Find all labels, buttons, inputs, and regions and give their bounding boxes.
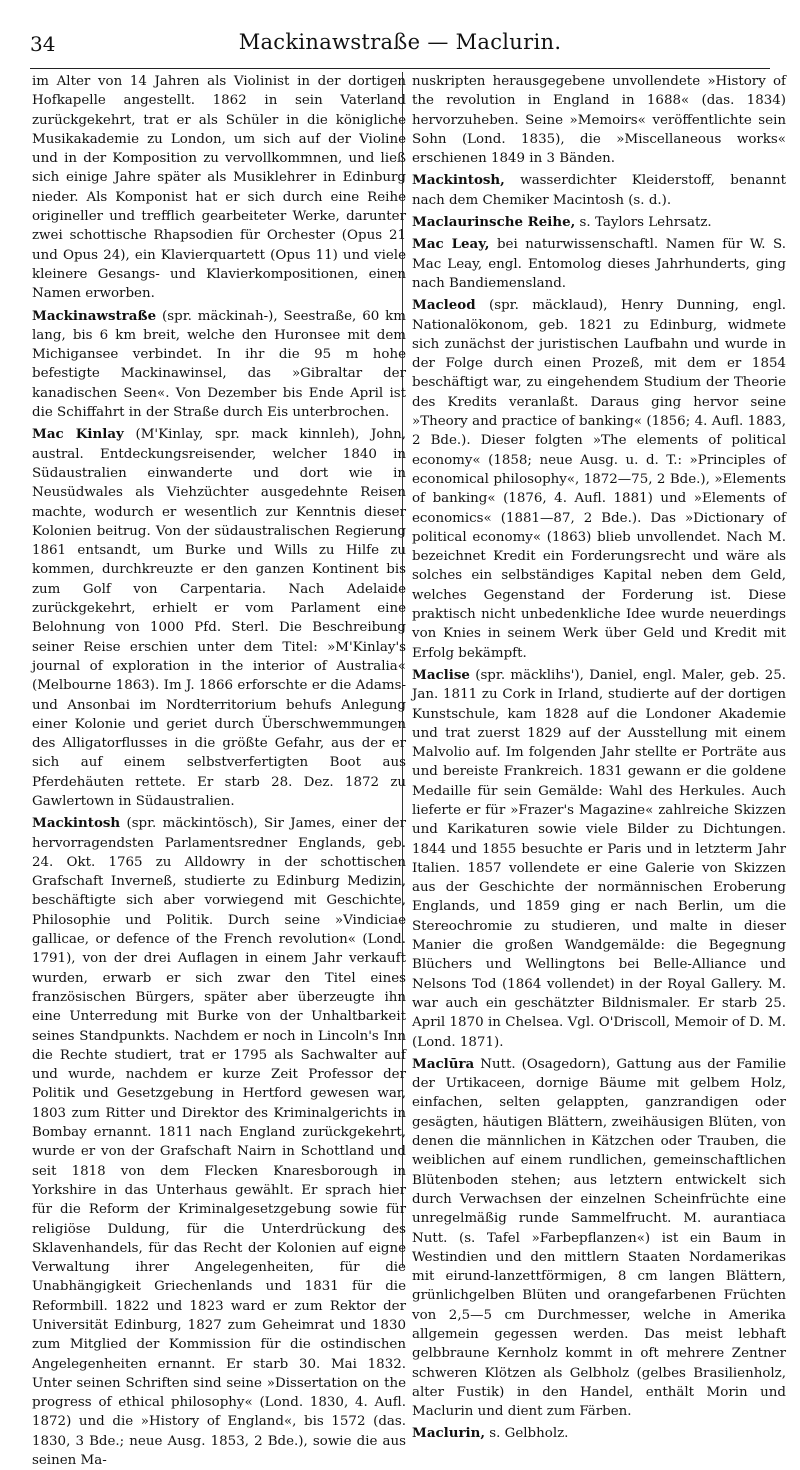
- entry-maclise: [412, 666, 786, 1052]
- page-header: [30, 28, 770, 64]
- entry-maclaurinsche-reihe: [412, 213, 786, 232]
- entry-mac-leay: [412, 235, 786, 293]
- entry-text: s. Gelbholz.: [485, 1426, 569, 1442]
- entry-headword: Mackintosh: [32, 815, 121, 832]
- entry-maclura: [412, 1055, 786, 1422]
- entry-text: (spr. mäcklaud), Henry Dunning, engl. Nationalökonom, geb. 1821 zu Edinburg, widmete sich zunächst der juristischen Laufbahn und wurde in der Folge durch einen Prozeß, mit dem er 1854 beschäftigt war, zu eingehendem Studium der Theorie des Kredits veranlaßt. Daraus ging hervor seine »Theory and practice of banking« (1856; 4. Aufl. 1883, 2 Bde.). Dieser folgten »The elements of political economy« (1858; neue Ausg. u. d. T.: »Principles of economical philosophy«, 1872—75, 2 Bde.), »Elements of banking« (1876, 4. Aufl. 1881) und »Elements of economics« (1881—87, 2 Bde.). Das »Dictionary of political economy« (1863) blieb unvollendet. Nach M. bezeichnet Kredit ein Forderungsrecht und wäre als solches ein selbständiges Kapital neben dem Geld, welches Gegenstand der Forderung ist. Diese praktisch nicht unbedenkliche Idee wurde neuerdings von Knies in seinem Werk über Geld und Kredit mit Erfolg bekämpft.: [412, 298, 786, 661]
- left-column: [32, 72, 406, 1469]
- right-column: [412, 72, 786, 1442]
- entry-text: (spr. mäckintösch), Sir James, einer der hervorragendsten Parlamentsredner Englands, geb. 24. Okt. 1765 zu Alldowry in der schottischen Grafschaft Inverneß, studierte zu Edinburg Medizin, beschäftigte sich aber vorwiegend mit Geschichte, Philosophie und Politik. Durch seine »Vindiciae gallicae, or defence of the French revolution« (Lond. 1791), von der drei Auflagen in einem Jahr verkauft wurden, erwarb er sich zwar den Titel eines französischen Bürgers, später aber überzeugte ihn eine Unterredung mit Burke von der Unhaltbarkeit seines Standpunkts. Nachdem er noch in Lincoln's Inn die Rechte studiert, trat er 1795 als Sachwalter auf und wurde, nachdem er kurze Zeit Professor der Politik und Gesetzgebung in Hertford gewesen war, 1803 zum Ritter und Direktor des Kriminalgerichts in Bombay ernannt. 1811 nach England zurückgekehrt, wurde er von der Grafschaft Nairn in Schottland und seit 1818 von dem Flecken Knaresborough in Yorkshire in das Unterhaus gewählt. Er sprach hier für die Reform der Kriminalgesetzgebung sowie für religiöse Duldung, für die Unterdrückung des Sklavenhandels, für das Recht der Kolonien auf eigne Verwaltung ihrer Angelegenheiten, für die Unabhängigkeit Griechenlands und 1831 für die Reformbill. 1822 und 1823 ward er zum Rektor der Universität Edinburg, 1827 zum Geheimrat und 1830 zum Mitglied der Kommission für die ostindischen Angelegenheiten ernannt. Er starb 30. Mai 1832. Unter seinen Schriften sind seine »Dissertation on the progress of ethical philosophy« (Lond. 1830, 4. Aufl. 1872) und die »History of England«, bis 1572 (das. 1830, 3 Bde.; neue Ausg. 1853, 2 Bde.), sowie die aus seinen Ma-: [32, 816, 406, 1469]
- entry-mackinawstrasse: [32, 307, 406, 423]
- entry-headword: Mac Leay,: [412, 236, 490, 253]
- entry-maclurin: [412, 1424, 786, 1443]
- entry-headword: Macleod: [412, 297, 476, 314]
- entry-headword: Mackinawstraße: [32, 307, 157, 324]
- running-title: Mackinawstraße — Maclurin.: [238, 30, 562, 54]
- entry-mac-kinlay: [32, 425, 406, 811]
- entry-text: wasserdichter Kleiderstoff, benannt nach dem Chemiker Macintosh (s. d.).: [412, 173, 786, 208]
- entry-text: nuskripten herausgegebene unvollendete »History of the revolution in England in 1688« (das. 1834) hervorzuheben. Seine »Memoirs« veröffentlichte sein Sohn (Lond. 1835), die »Miscellaneous works« erschienen 1849 in 3 Bänden.: [412, 74, 786, 167]
- entry-headword: Maclurin,: [412, 1425, 486, 1442]
- entry-mackintosh-stoff: [412, 171, 786, 210]
- entry-headword: Maclūra: [412, 1055, 475, 1072]
- entry-text: (spr. mäcklihs'), Daniel, engl. Maler, geb. 25. Jan. 1811 zu Cork in Irland, studierte auf der dortigen Kunstschule, kam 1828 auf die Londoner Akademie und trat zuerst 1829 auf der Ausstellung mit einem Malvolio auf. Im folgenden Jahr stellte er Porträte aus und bereiste Frankreich. 1831 gewann er die goldene Medaille für sein Gemälde: Wahl des Herkules. Auch lieferte er für »Frazer's Magazine« zahlreiche Skizzen und Karikaturen sowie viele Bilder zu Dichtungen. 1844 und 1855 besuchte er Paris und in letzterm Jahr Italien. 1857 vollendete er eine Galerie von Skizzen aus der Geschichte der normännischen Eroberung Englands, und 1859 ging er nach Berlin, um die Stereochromie zu studieren, und malte in dieser Manier die großen Wandgemälde: die Begegnung Blüchers und Wellingtons bei Belle-Alliance und Nelsons Tod (1864 vollendet) in der Royal Gallery. M. war auch ein geschätzter Bildnismaler. Er starb 25. April 1870 in Chelsea. Vgl. O'Driscoll, Memoir of D. M. (Lond. 1871).: [412, 667, 786, 1050]
- entry-continuation: [412, 72, 786, 168]
- entry-text: (spr. mäckinah-), Seestraße, 60 km lang, bis 6 km breit, welche den Huronsee mit dem Michigansee verbindet. In ihr die 95 m hohe befestigte Mackinawinsel, das »Gibraltar der kanadischen Seen«. Von Dezember bis Ende April ist die Schiffahrt in der Straße durch Eis unterbrochen.: [32, 308, 406, 421]
- entry-text: im Alter von 14 Jahren als Violinist in der dortigen Hofkapelle angestellt. 1862 in sein Vaterland zurückgekehrt, trat er als Schüler in die königliche Musikakademie zu London, um sich auf der Violine und in der Komposition zu vervollkommnen, und ließ sich einige Jahre später als Musiklehrer in Edinburg nieder. Als Komponist hat er sich durch eine Reihe origineller und trefflich gearbeiteter Werke, darunter zwei schottische Rhapsodien für Orchester (Opus 21 und Opus 24), ein Klavierquartett (Opus 11) und viele kleinere Gesangs- und Klavierkompositionen, einen Namen erworben.: [32, 74, 406, 302]
- entry-headword: Mackintosh,: [412, 172, 505, 189]
- header-rule: [30, 68, 770, 69]
- entry-text: s. Taylors Lehrsatz.: [575, 215, 712, 231]
- entry-headword: Maclise: [412, 666, 470, 683]
- entry-text: bei naturwissenschaftl. Namen für W. S. Mac Leay, engl. Entomolog dieses Jahrhunderts, ging nach Bandiemensland.: [412, 237, 786, 291]
- entry-continuation: [32, 72, 406, 304]
- page-number: 34: [30, 32, 56, 56]
- entry-headword: Maclaurinsche Reihe,: [412, 214, 576, 231]
- entry-text: Nutt. (Osagedorn), Gattung aus der Familie der Urtikaceen, dornige Bäume mit gelbem Holz, einfachen, selten gelappten, ganzrandigen oder gesägten, häutigen Blättern, zweihäusigen Blüten, von denen die männlichen in Kätzchen oder Trauben, die weiblichen auf einem rundlichen, gemeinschaftlichen Blütenboden stehen; aus letztern entwickelt sich durch Verwachsen der einzelnen Scheinfrüchte eine unregelmäßig runde Sammelfrucht. M. aurantiaca Nutt. (s. Tafel »Farbepflanzen«) ist ein Baum in Westindien und den mittlern Staaten Nordamerikas mit eirund-lanzettförmigen, 8 cm langen Blättern, grünlichgelben Blüten und orangefarbenen Früchten von 2,5—5 cm Durchmesser, welche in Amerika allgemein gegessen werden. Das meist lebhaft gelbbraune Kernholz kommt in oft mehrere Zentner schweren Klötzen als Gelbholz (gelbes Brasilienholz, alter Fustik) in den Handel, enthält Morin und Maclurin und dient zum Färben.: [412, 1056, 786, 1420]
- entry-macleod: [412, 296, 786, 663]
- entry-mackintosh-james: [32, 814, 406, 1470]
- entry-text: (M'Kinlay, spr. mack kinnleh), John, austral. Entdeckungsreisender, welcher 1840 in Südaustralien einwanderte und dort wie in Neusüdwales als Viehzüchter ausgedehnte Reisen machte, wodurch er wesentlich zur Kenntnis dieser Kolonien beitrug. Von der südaustralischen Regierung 1861 entsandt, um Burke und Wills zu Hilfe zu kommen, durchkreuzte er den ganzen Kontinent bis zum Golf von Carpentaria. Nach Adelaide zurückgekehrt, erhielt er vom Parlament eine Belohnung von 1000 Pfd. Sterl. Die Beschreibung seiner Reise erschien unter dem Titel: »M'Kinlay's journal of exploration in the interior of Australia« (Melbourne 1863). Im J. 1866 erforschte er die Adams- und Ansonbai im Nordterritorium behufs Anlegung einer Kolonie und geriet durch Überschwemmungen des Alligatorflusses in die größte Gefahr, aus der er sich auf einem selbstverfertigten Boot aus Pferdehäuten rettete. Er starb 28. Dez. 1872 zu Gawlertown in Südaustralien.: [32, 427, 406, 809]
- entry-headword: Mac Kinlay: [32, 426, 124, 443]
